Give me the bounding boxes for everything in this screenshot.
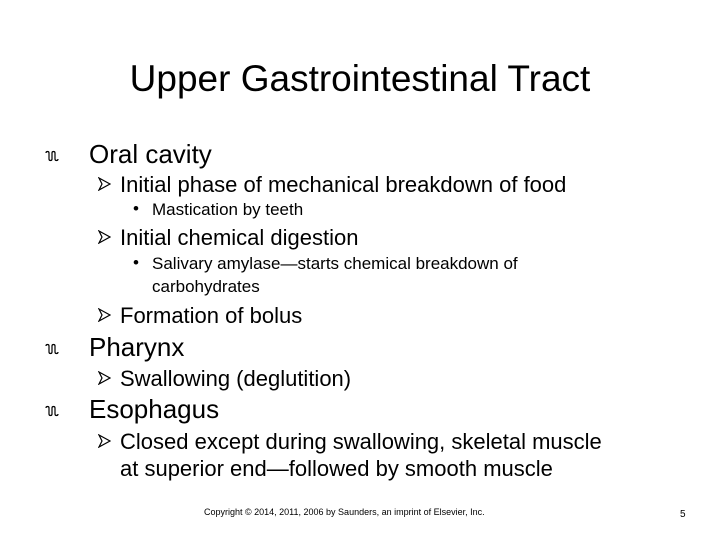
- scroll-bullet-icon: [44, 405, 60, 417]
- item-swallowing: Swallowing (deglutition): [120, 366, 352, 391]
- item-esophagus-line-2: at superior end—followed by smooth muscle: [120, 456, 553, 481]
- item-chemical-digestion: Initial chemical digestion: [120, 225, 359, 250]
- section-heading-esophagus: Esophagus: [89, 394, 220, 424]
- page-number: 5: [680, 509, 686, 520]
- arrow-bullet-icon: [98, 371, 111, 385]
- scroll-bullet-icon: [44, 343, 60, 355]
- item-esophagus-line-1: Closed except during swallowing, skeletal muscle: [120, 429, 602, 454]
- arrow-bullet-icon: [98, 177, 111, 191]
- scroll-bullet-icon: [44, 150, 60, 162]
- item-bolus: Formation of bolus: [120, 303, 303, 328]
- slide-title: Upper Gastrointestinal Tract: [129, 58, 591, 99]
- section-heading-pharynx: Pharynx: [89, 332, 185, 362]
- arrow-bullet-icon: [98, 230, 111, 244]
- sub-bullet-dot: •: [133, 199, 139, 218]
- sub-item-salivary-amylase: Salivary amylase—starts chemical breakdown of: [152, 254, 518, 273]
- section-heading-oral-cavity: Oral cavity: [89, 139, 212, 169]
- arrow-bullet-icon: [98, 434, 111, 448]
- copyright-footer: Copyright © 2014, 2011, 2006 by Saunders, an imprint of Elsevier, Inc.: [204, 507, 485, 517]
- sub-bullet-dot: •: [133, 253, 139, 272]
- sub-item-mastication: Mastication by teeth: [152, 200, 304, 219]
- sub-item-salivary-amylase-cont: carbohydrates: [152, 277, 260, 296]
- arrow-bullet-icon: [98, 308, 111, 322]
- item-mechanical-breakdown: Initial phase of mechanical breakdown of food: [120, 172, 567, 197]
